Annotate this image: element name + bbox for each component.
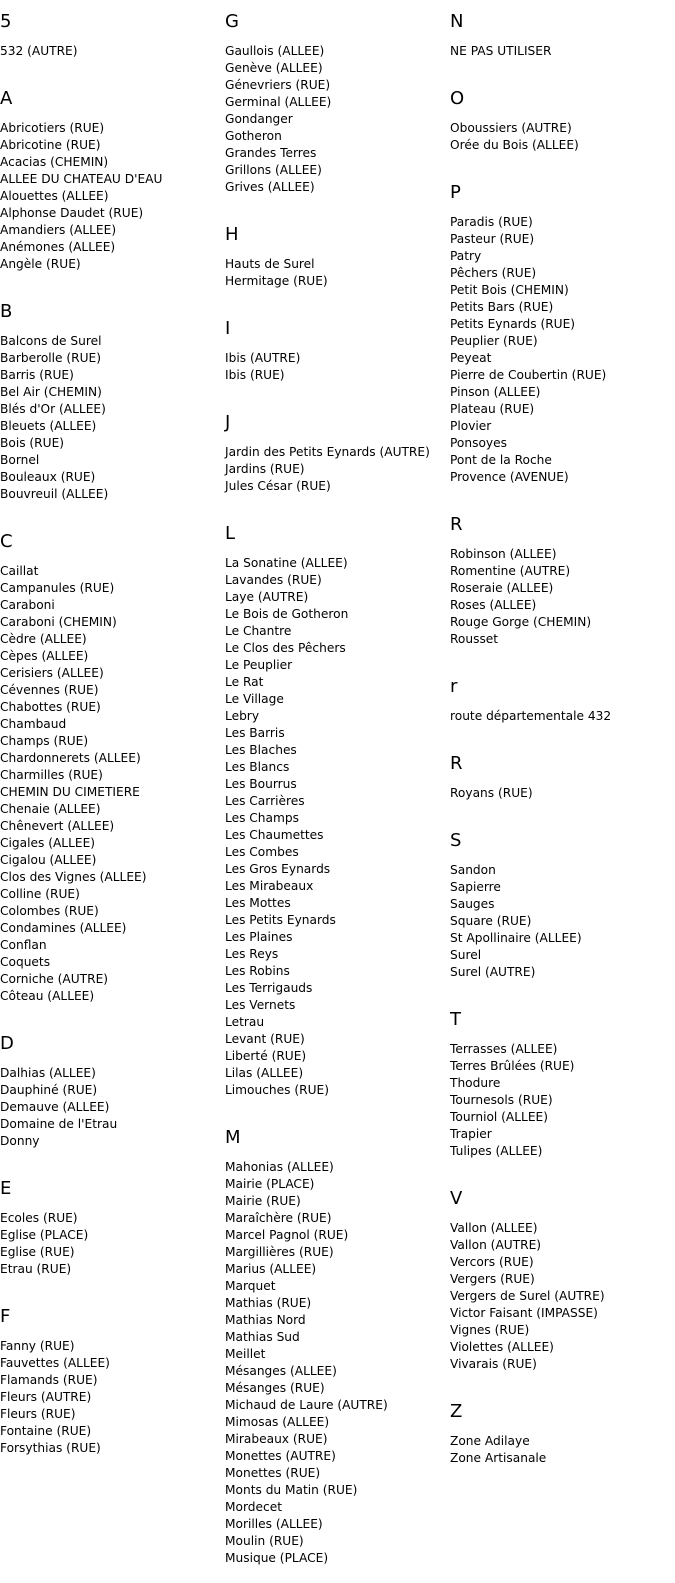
street-list (450, 214, 672, 502)
street-item: Cèpes (ALLEE) (0, 649, 89, 663)
street-item: Les Champs (225, 811, 299, 825)
street-item: Peuplier (RUE) (450, 334, 538, 348)
street-item: Genève (ALLEE) (225, 61, 323, 75)
street-item: Abricotiers (RUE) (0, 121, 105, 135)
street-item: Barris (RUE) (0, 368, 74, 382)
street-item: Ibis (RUE) (225, 368, 285, 382)
street-item: Patry (450, 249, 482, 263)
street-list (0, 43, 222, 76)
street-item: Mordecet (225, 1500, 282, 1514)
street-item: Romentine (AUTRE) (450, 564, 571, 578)
street-list (225, 1159, 447, 1583)
letter-section (450, 516, 672, 664)
street-item: Violettes (ALLEE) (450, 1340, 554, 1354)
letter-section (450, 1403, 672, 1483)
street-item: Les Terrigauds (225, 981, 313, 995)
street-item: Génevriers (RUE) (225, 78, 331, 92)
street-item: Eglise (PLACE) (0, 1228, 89, 1242)
street-item: Les Chaumettes (225, 828, 324, 842)
street-item: Thodure (450, 1076, 501, 1090)
street-item: Mathias (RUE) (225, 1296, 312, 1310)
street-list (225, 256, 447, 306)
street-item: Demauve (ALLEE) (0, 1100, 110, 1114)
street-item: Peyeat (450, 351, 492, 365)
street-item: Paradis (RUE) (450, 215, 533, 229)
street-item: Mésanges (RUE) (225, 1381, 325, 1395)
street-item: Dalhias (ALLEE) (0, 1066, 96, 1080)
section-letter-heading: T (450, 1009, 461, 1030)
street-list (450, 785, 672, 818)
section-letter-heading: C (0, 531, 13, 552)
street-item: Charmilles (RUE) (0, 768, 103, 782)
street-item: Provence (AVENUE) (450, 470, 569, 484)
street-item: Chênevert (ALLEE) (0, 819, 115, 833)
street-item: Les Reys (225, 947, 279, 961)
street-item: Sapierre (450, 880, 501, 894)
street-item: Gondanger (225, 112, 293, 126)
street-item: Le Clos des Pêchers (225, 641, 346, 655)
street-item: Petits Bars (RUE) (450, 300, 554, 314)
street-item: Surel (AUTRE) (450, 965, 536, 979)
street-item: Margillières (RUE) (225, 1245, 334, 1259)
street-item: Roseraie (ALLEE) (450, 581, 554, 595)
street-list (0, 1065, 222, 1166)
letter-section (450, 832, 672, 997)
street-item: Campanules (RUE) (0, 581, 115, 595)
street-item: Hermitage (RUE) (225, 274, 328, 288)
section-letter-heading: Z (450, 1401, 463, 1422)
letter-section (450, 1011, 672, 1176)
street-item: Liberté (RUE) (225, 1049, 307, 1063)
street-item: St Apollinaire (ALLEE) (450, 931, 582, 945)
street-item: Lebry (225, 709, 260, 723)
street-item: Les Mottes (225, 896, 291, 910)
street-item: Mimosas (ALLEE) (225, 1415, 330, 1429)
section-letter-heading: L (225, 523, 236, 544)
street-list (450, 1220, 672, 1389)
street-list (0, 120, 222, 289)
street-list (450, 546, 672, 664)
street-item: Monettes (AUTRE) (225, 1449, 336, 1463)
street-list (0, 563, 222, 1021)
street-item: Rouge Gorge (CHEMIN) (450, 615, 592, 629)
letter-section (0, 533, 222, 1021)
street-item: Conflan (0, 938, 47, 952)
street-item: Jardin des Petits Eynards (AUTRE) (225, 445, 430, 459)
street-item: Caraboni (CHEMIN) (0, 615, 117, 629)
street-item: Jardins (RUE) (225, 462, 305, 476)
street-item: Le Peuplier (225, 658, 293, 672)
letter-section (225, 13, 447, 212)
street-item: Grillons (ALLEE) (225, 163, 322, 177)
section-letter-heading: D (0, 1033, 14, 1054)
section-letter-heading: P (450, 182, 461, 203)
street-item: Cerisiers (ALLEE) (0, 666, 104, 680)
street-item: Pasteur (RUE) (450, 232, 535, 246)
street-item: Forsythias (RUE) (0, 1441, 101, 1455)
street-item: Pont de la Roche (450, 453, 552, 467)
street-item: Caillat (0, 564, 39, 578)
letter-section (225, 226, 447, 306)
street-item: Grandes Terres (225, 146, 317, 160)
street-item: Flamands (RUE) (0, 1373, 98, 1387)
street-list (0, 1338, 222, 1473)
street-item: Fauvettes (ALLEE) (0, 1356, 110, 1370)
street-item: Barberolle (RUE) (0, 351, 102, 365)
street-item: Chambaud (0, 717, 67, 731)
street-item: Les Combes (225, 845, 299, 859)
letter-section (450, 184, 672, 502)
street-item: Bouleaux (RUE) (0, 470, 96, 484)
street-list (450, 43, 672, 76)
street-item: Chenaie (ALLEE) (0, 802, 101, 816)
street-item: Les Gros Eynards (225, 862, 331, 876)
street-item: Mirabeaux (RUE) (225, 1432, 328, 1446)
street-item: Cèdre (ALLEE) (0, 632, 87, 646)
street-item: Colline (RUE) (0, 887, 80, 901)
street-item: Clos des Vignes (ALLEE) (0, 870, 147, 884)
letter-section (225, 1129, 447, 1583)
street-item: Tournesols (RUE) (450, 1093, 553, 1107)
street-item: CHEMIN DU CIMETIERE (0, 785, 140, 799)
street-item: Les Blaches (225, 743, 297, 757)
section-letter-heading: M (225, 1127, 241, 1148)
street-item: Vivarais (RUE) (450, 1357, 537, 1371)
letter-section (450, 755, 672, 818)
street-item: Les Robins (225, 964, 290, 978)
street-item: Victor Faisant (IMPASSE) (450, 1306, 598, 1320)
street-item: Cévennes (RUE) (0, 683, 99, 697)
street-item: Jules César (RUE) (225, 479, 331, 493)
section-letter-heading: J (225, 412, 231, 433)
street-item: Les Mirabeaux (225, 879, 314, 893)
street-item: Petits Eynards (RUE) (450, 317, 576, 331)
street-list (225, 350, 447, 400)
street-item: Etrau (RUE) (0, 1262, 72, 1276)
street-item: Maraîchère (RUE) (225, 1211, 332, 1225)
street-item: Vergers (RUE) (450, 1272, 535, 1286)
street-item: Balcons de Surel (0, 334, 102, 348)
street-item: Fanny (RUE) (0, 1339, 75, 1353)
section-letter-heading: R (450, 514, 463, 535)
street-item: Ecoles (RUE) (0, 1211, 78, 1225)
street-item: Tulipes (ALLEE) (450, 1144, 543, 1158)
street-item: Condamines (ALLEE) (0, 921, 127, 935)
street-item: Sauges (450, 897, 495, 911)
street-item: ALLEE DU CHATEAU D'EAU (0, 172, 163, 186)
street-item: Le Chantre (225, 624, 292, 638)
street-item: Vercors (RUE) (450, 1255, 534, 1269)
section-letter-heading: R (450, 753, 463, 774)
street-item: route départementale 432 (450, 709, 612, 723)
street-item: Fleurs (AUTRE) (0, 1390, 92, 1404)
section-letter-heading: I (225, 318, 231, 339)
street-item: Bois (RUE) (0, 436, 65, 450)
street-item: Colombes (RUE) (0, 904, 99, 918)
section-letter-heading: 5 (0, 11, 12, 32)
street-list (225, 43, 447, 212)
street-item: Zone Adilaye (450, 1434, 530, 1448)
street-item: La Sonatine (ALLEE) (225, 556, 348, 570)
street-item: Meillet (225, 1347, 266, 1361)
letter-section (450, 1190, 672, 1389)
street-item: Laye (AUTRE) (225, 590, 309, 604)
street-item: Dauphiné (RUE) (0, 1083, 98, 1097)
street-item: Trapier (450, 1127, 492, 1141)
street-item: Petit Bois (CHEMIN) (450, 283, 569, 297)
street-item: Eglise (RUE) (0, 1245, 75, 1259)
street-item: Bouvreuil (ALLEE) (0, 487, 109, 501)
street-index-column-2 (225, 0, 447, 1583)
street-item: Gotheron (225, 129, 282, 143)
street-item: NE PAS UTILISER (450, 44, 552, 58)
street-list (0, 333, 222, 519)
street-item: Les Carrières (225, 794, 305, 808)
street-item: Les Vernets (225, 998, 296, 1012)
street-item: Mathias Nord (225, 1313, 306, 1327)
street-item: Pêchers (RUE) (450, 266, 537, 280)
street-item: Tourniol (ALLEE) (450, 1110, 549, 1124)
street-item: Michaud de Laure (AUTRE) (225, 1398, 388, 1412)
street-item: Chabottes (RUE) (0, 700, 101, 714)
street-item: Fleurs (RUE) (0, 1407, 76, 1421)
street-item: Corniche (AUTRE) (0, 972, 109, 986)
section-letter-heading: B (0, 301, 13, 322)
street-item: Square (RUE) (450, 914, 532, 928)
section-letter-heading: r (450, 676, 458, 697)
street-item: Letrau (225, 1015, 265, 1029)
street-item: Zone Artisanale (450, 1451, 547, 1465)
street-item: Le Village (225, 692, 284, 706)
street-item: Alouettes (ALLEE) (0, 189, 109, 203)
street-item: Marius (ALLEE) (225, 1262, 317, 1276)
street-item: Roses (ALLEE) (450, 598, 537, 612)
street-item: Donny (0, 1134, 40, 1148)
street-item: Ponsoyes (450, 436, 507, 450)
section-letter-heading: H (225, 224, 239, 245)
street-item: Plovier (450, 419, 492, 433)
street-item: Le Bois de Gotheron (225, 607, 349, 621)
section-letter-heading: O (450, 88, 465, 109)
street-item: Sandon (450, 863, 496, 877)
street-list (450, 862, 672, 997)
street-item: Cigales (ALLEE) (0, 836, 96, 850)
street-item: 532 (AUTRE) (0, 44, 78, 58)
street-item: Lavandes (RUE) (225, 573, 322, 587)
letter-section (225, 414, 447, 511)
street-item: Acacias (CHEMIN) (0, 155, 109, 169)
street-item: Coquets (0, 955, 51, 969)
street-item: Mahonias (ALLEE) (225, 1160, 334, 1174)
street-item: Marcel Pagnol (RUE) (225, 1228, 349, 1242)
street-item: Alphonse Daudet (RUE) (0, 206, 144, 220)
letter-section (0, 303, 222, 519)
street-item: Marquet (225, 1279, 276, 1293)
street-item: Moulin (RUE) (225, 1534, 304, 1548)
street-item: Terrasses (ALLEE) (450, 1042, 558, 1056)
street-item: Anémones (ALLEE) (0, 240, 116, 254)
street-item: Domaine de l'Etrau (0, 1117, 118, 1131)
street-index-column-1 (0, 0, 222, 1473)
street-item: Rousset (450, 632, 499, 646)
street-item: Pinson (ALLEE) (450, 385, 541, 399)
street-item: Bornel (0, 453, 40, 467)
street-item: Pierre de Coubertin (RUE) (450, 368, 607, 382)
street-item: Orée du Bois (ALLEE) (450, 138, 579, 152)
street-item: Hauts de Surel (225, 257, 315, 271)
street-item: Plateau (RUE) (450, 402, 535, 416)
street-item: Levant (RUE) (225, 1032, 305, 1046)
street-item: Ibis (AUTRE) (225, 351, 301, 365)
letter-section (225, 525, 447, 1115)
street-item: Musique (PLACE) (225, 1551, 329, 1565)
street-item: Lilas (ALLEE) (225, 1066, 304, 1080)
street-item: Bel Air (CHEMIN) (0, 385, 102, 399)
street-list (225, 444, 447, 511)
street-item: Vignes (RUE) (450, 1323, 530, 1337)
section-letter-heading: A (0, 88, 13, 109)
street-item: Oboussiers (AUTRE) (450, 121, 572, 135)
street-item: Robinson (ALLEE) (450, 547, 557, 561)
letter-section (0, 1180, 222, 1294)
street-item: Abricotine (RUE) (0, 138, 101, 152)
street-item: Caraboni (0, 598, 55, 612)
street-item: Terres Brûlées (RUE) (450, 1059, 575, 1073)
street-item: Fontaine (RUE) (0, 1424, 92, 1438)
street-item: Les Plaines (225, 930, 293, 944)
street-list (0, 1210, 222, 1294)
section-letter-heading: F (0, 1306, 11, 1327)
street-item: Bleuets (ALLEE) (0, 419, 97, 433)
street-item: Grives (ALLEE) (225, 180, 315, 194)
street-item: Les Blancs (225, 760, 290, 774)
street-item: Mésanges (ALLEE) (225, 1364, 337, 1378)
street-item: Vallon (ALLEE) (450, 1221, 538, 1235)
street-item: Les Barris (225, 726, 285, 740)
street-item: Vallon (AUTRE) (450, 1238, 542, 1252)
street-list (450, 120, 672, 170)
street-item: Monettes (RUE) (225, 1466, 321, 1480)
letter-section (450, 13, 672, 76)
letter-section (0, 1308, 222, 1473)
section-letter-heading: E (0, 1178, 12, 1199)
street-item: Le Rat (225, 675, 264, 689)
street-item: Surel (450, 948, 482, 962)
section-letter-heading: G (225, 11, 239, 32)
street-item: Vergers de Surel (AUTRE) (450, 1289, 605, 1303)
street-item: Morilles (ALLEE) (225, 1517, 323, 1531)
street-item: Limouches (RUE) (225, 1083, 329, 1097)
street-item: Amandiers (ALLEE) (0, 223, 117, 237)
street-item: Cigalou (ALLEE) (0, 853, 97, 867)
letter-section (0, 13, 222, 76)
street-item: Mairie (PLACE) (225, 1177, 315, 1191)
street-list (225, 555, 447, 1115)
street-item: Mathias Sud (225, 1330, 300, 1344)
section-letter-heading: V (450, 1188, 463, 1209)
street-item: Royans (RUE) (450, 786, 533, 800)
street-item: Mairie (RUE) (225, 1194, 301, 1208)
street-item: Angèle (RUE) (0, 257, 81, 271)
street-item: Germinal (ALLEE) (225, 95, 332, 109)
street-list (450, 708, 672, 741)
street-item: Chardonnerets (ALLEE) (0, 751, 141, 765)
street-item: Les Petits Eynards (225, 913, 336, 927)
street-item: Côteau (ALLEE) (0, 989, 95, 1003)
letter-section (0, 1035, 222, 1166)
section-letter-heading: S (450, 830, 462, 851)
street-item: Blés d'Or (ALLEE) (0, 402, 106, 416)
street-item: Gaullois (ALLEE) (225, 44, 325, 58)
letter-section (450, 678, 672, 741)
street-list (450, 1041, 672, 1176)
section-letter-heading: N (450, 11, 464, 32)
street-index-column-3 (450, 0, 672, 1483)
street-item: Monts du Matin (RUE) (225, 1483, 358, 1497)
street-item: Champs (RUE) (0, 734, 89, 748)
letter-section (225, 320, 447, 400)
letter-section (450, 90, 672, 170)
letter-section (0, 90, 222, 289)
street-item: Les Bourrus (225, 777, 297, 791)
street-list (450, 1433, 672, 1483)
